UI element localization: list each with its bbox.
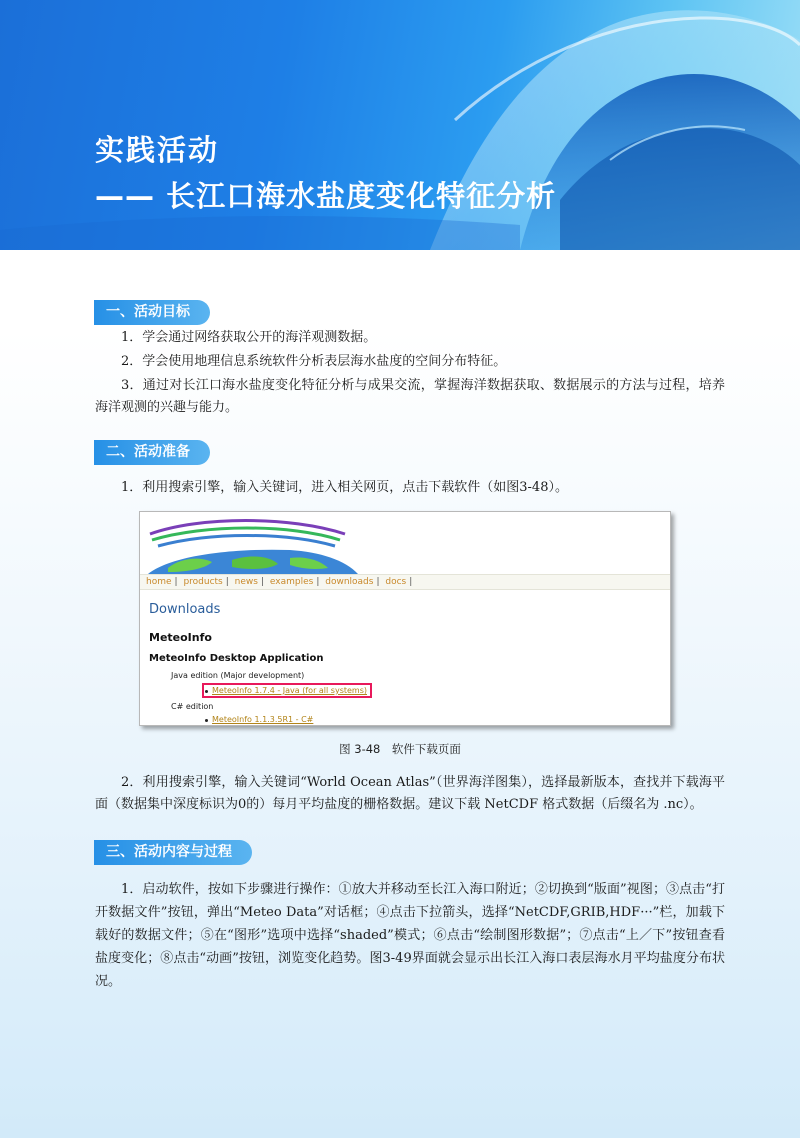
nav-separator: |	[376, 577, 380, 587]
nav-separator: |	[316, 577, 320, 587]
site-nav-bar	[140, 574, 670, 590]
nav-link-news[interactable]: news	[234, 577, 258, 587]
desktop-app-heading: MeteoInfo Desktop Application	[149, 653, 324, 664]
bullet-dot	[205, 719, 208, 722]
nav-link-downloads[interactable]: downloads	[325, 577, 374, 587]
java-edition-label: Java edition (Major development)	[171, 671, 305, 680]
nav-separator: |	[225, 577, 229, 587]
prep-item-2: 2．利用搜索引擎，输入关键词“World Ocean Atlas”（世界海洋图集），选择最新版本，查找并下载海平面（数据集中深度标识为0的）每月平均盐度的栅格数据。建议下载 NetCDF 格式数据（后缀名为 .nc）。	[95, 775, 725, 812]
product-heading: MeteoInfo	[149, 631, 212, 644]
nav-link-docs[interactable]: docs	[385, 577, 407, 587]
process-item-1: 1．启动软件，按如下步骤进行操作：①放大并移动至长江入海口附近；②切换到“版面”视图；③点击“打开数据文件”按钮，弹出“Meteo Data”对话框；④点击下拉箭头，选择“NetCDF,GRIB,HDF···”栏，加载下载好的数据文件；⑤在“图形”选项中选择“shaded”模式；⑥点击“绘制图形数据”；⑦点击“上／下”按钮查看盐度变化；⑧点击“动画”按钮，浏览变化趋势。图3-49界面就会显示出长江入海口表层海水月平均盐度分布状况。	[95, 882, 725, 989]
page-title: 实践活动	[95, 133, 220, 167]
nav-link-examples[interactable]: examples	[269, 577, 314, 587]
nav-separator: |	[260, 577, 265, 587]
downloads-heading: Downloads	[149, 602, 221, 617]
highlight-box	[202, 683, 372, 698]
nav-separator: |	[174, 577, 178, 587]
prep-item-1: 1．利用搜索引擎，输入关键词，进入相关网页，点击下载软件（如图3-48）。	[121, 480, 568, 495]
download-page-screenshot	[139, 511, 671, 726]
section-heading-goals: 一、活动目标	[94, 300, 210, 325]
nav-separator: |	[409, 577, 413, 587]
cs-download-link[interactable]: MeteoInfo 1.1.3.5R1 - C#	[212, 715, 314, 724]
page-subtitle: —— 长江口海水盐度变化特征分析	[95, 179, 557, 213]
header-banner	[0, 0, 800, 250]
goal-item-2: 2．学会使用地理信息系统软件分析表层海水盐度的空间分布特征。	[121, 354, 507, 369]
meteoinfo-logo	[140, 512, 360, 574]
cs-edition-label: C# edition	[171, 702, 214, 711]
figure-caption: 图 3-48 软件下载页面	[339, 742, 461, 756]
nav-link-home[interactable]: home	[146, 577, 172, 587]
section-heading-process: 三、活动内容与过程	[94, 840, 252, 865]
goal-item-3: 3．通过对长江口海水盐度变化特征分析与成果交流，掌握海洋数据获取、数据展示的方法与过程，培养海洋观测的兴趣与能力。	[95, 378, 725, 415]
nav-link-products[interactable]: products	[183, 577, 223, 587]
section-heading-preparation: 二、活动准备	[94, 440, 210, 465]
goal-item-1: 1．学会通过网络获取公开的海洋观测数据。	[121, 330, 377, 345]
java-download-link[interactable]: MeteoInfo 1.7.4 - Java (for all systems)	[212, 686, 367, 695]
